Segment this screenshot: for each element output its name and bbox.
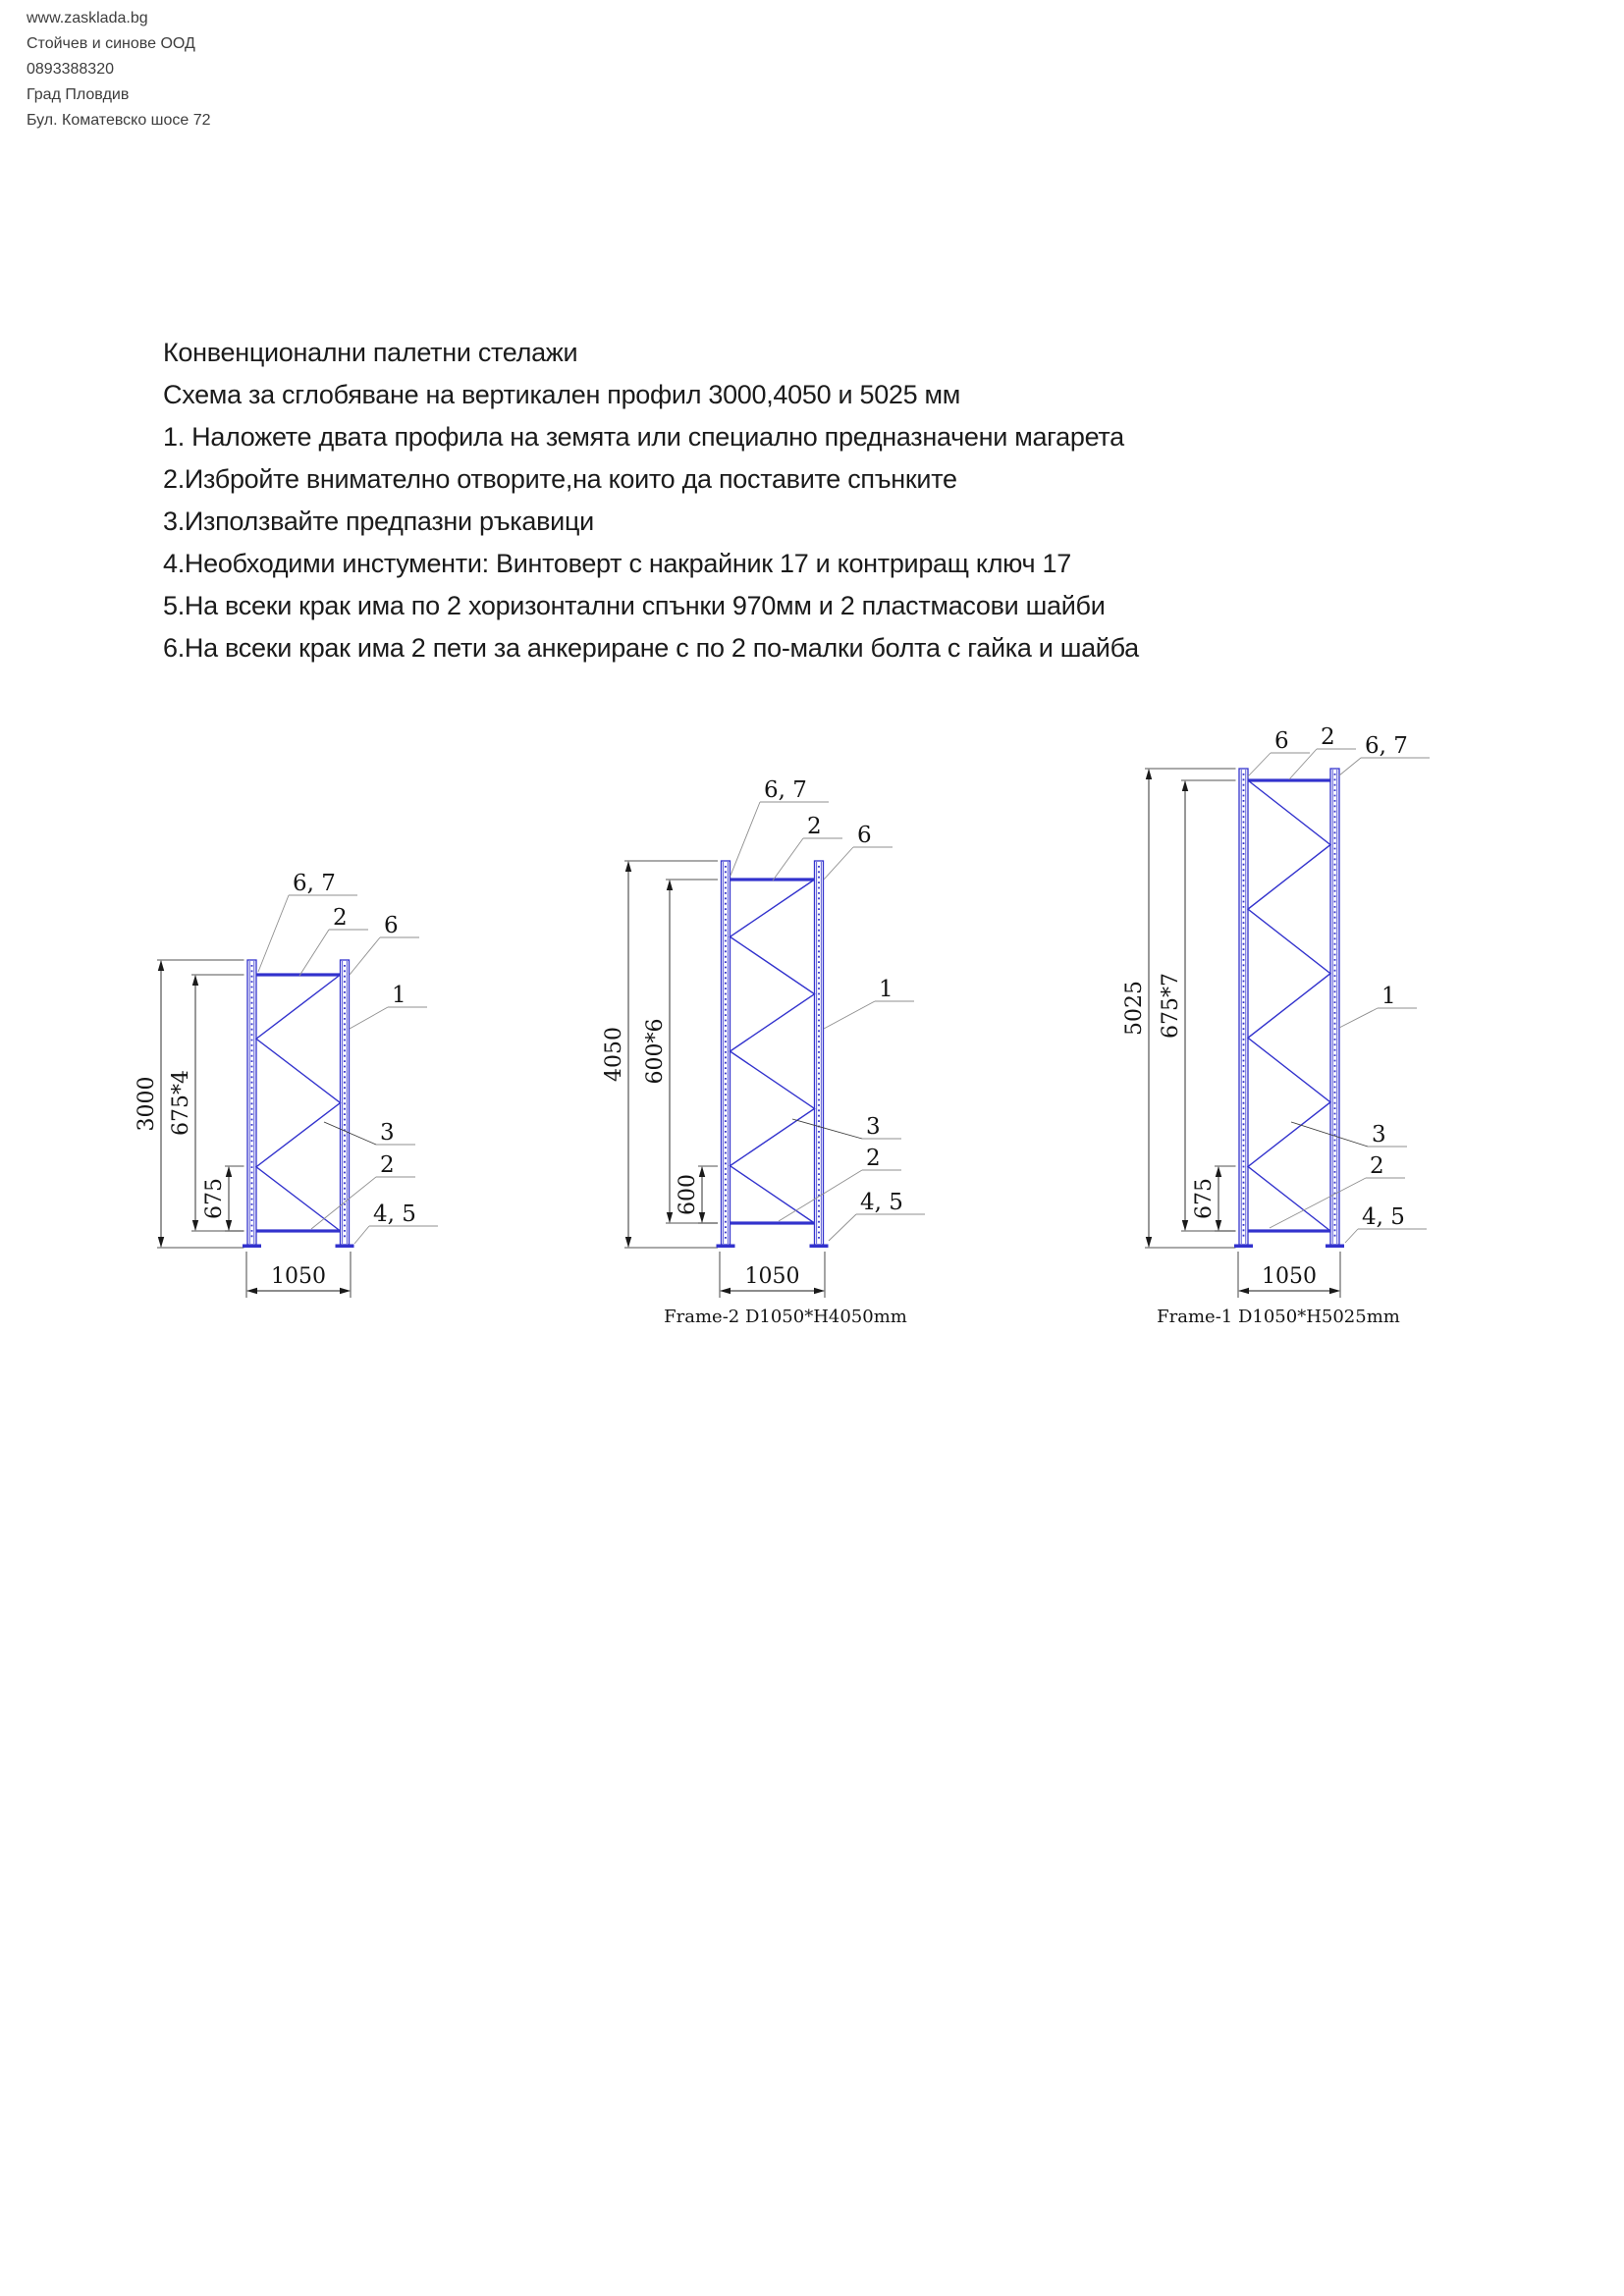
- base-foot-plate: [243, 1245, 261, 1249]
- horizontal-brace: [731, 878, 815, 881]
- diagonal-bracing: [1248, 780, 1330, 1231]
- part-label-1: [350, 983, 427, 1029]
- upright-column: [1234, 769, 1253, 1248]
- svg-text:2: 2: [333, 905, 348, 931]
- horizontal-brace: [1248, 1229, 1330, 1232]
- horizontal-brace: [256, 973, 341, 976]
- instruction-line: 1. Наложете двата профила на земята или специално предназначени магарета: [163, 422, 1124, 452]
- svg-text:4, 5: 4, 5: [1362, 1204, 1405, 1230]
- company-header-line: Бул. Коматевско шосе 72: [27, 112, 211, 129]
- svg-text:1050: 1050: [744, 1264, 800, 1289]
- instruction-line: 5.На всеки крак има по 2 хоризонтални спънки 970мм и 2 пластмасови шайби: [163, 591, 1106, 620]
- frame-caption: Frame-1 D1050*H5025mm: [1157, 1307, 1400, 1327]
- svg-text:1050: 1050: [271, 1264, 326, 1289]
- horizontal-brace: [731, 1221, 815, 1224]
- instruction-line: Схема за сглобяване на вертикален профил 3000,4050 и 5025 мм: [163, 380, 961, 409]
- svg-text:3: 3: [1372, 1122, 1386, 1148]
- svg-text:6, 7: 6, 7: [1365, 733, 1408, 759]
- upright-column: [810, 861, 829, 1248]
- part-label-3: [792, 1114, 901, 1140]
- instruction-line: 4.Необходими инстументи: Винтоверт с накрайник 17 и контриращ ключ 17: [163, 549, 1071, 578]
- dimension-600*6: [643, 880, 718, 1223]
- dimension-width: [1238, 1252, 1340, 1298]
- svg-text:6, 7: 6, 7: [293, 871, 336, 896]
- part-label-4-5: [829, 1190, 925, 1241]
- frame-caption: Frame-2 D1050*H4050mm: [664, 1307, 907, 1327]
- company-header-line: Стойчев и синове ООД: [27, 35, 195, 52]
- svg-text:4, 5: 4, 5: [373, 1201, 416, 1227]
- company-header-line: 0893388320: [27, 61, 114, 78]
- diagonal-bracing: [731, 880, 815, 1223]
- svg-text:4050: 4050: [602, 1027, 626, 1082]
- part-label-4-5: [354, 1201, 438, 1244]
- dimension-width: [720, 1252, 825, 1298]
- instruction-line: 6.На всеки крак има 2 пети за анкериране с по 2 по-малки болта с гайка и шайба: [163, 633, 1139, 663]
- base-foot-plate: [1234, 1245, 1253, 1249]
- part-label-6: [1248, 728, 1310, 776]
- dimension-600: [676, 1166, 718, 1223]
- svg-text:6: 6: [384, 913, 399, 938]
- svg-text:6, 7: 6, 7: [764, 777, 807, 803]
- part-label-1: [1339, 984, 1417, 1028]
- dimension-675: [1192, 1166, 1236, 1231]
- frame-diagram-3000: [135, 871, 438, 1298]
- svg-text:6: 6: [857, 823, 872, 848]
- svg-text:675: 675: [202, 1178, 227, 1219]
- upright-column: [1326, 769, 1344, 1248]
- svg-text:600*6: 600*6: [643, 1018, 668, 1085]
- svg-text:6: 6: [1274, 728, 1289, 754]
- part-label-6-7: [1339, 733, 1430, 775]
- svg-text:675*4: 675*4: [169, 1070, 193, 1136]
- part-label-6: [350, 913, 419, 975]
- instruction-line: 3.Използвайте предпазни ръкавици: [163, 507, 594, 536]
- part-label-1: [824, 977, 914, 1029]
- upright-column: [243, 960, 261, 1248]
- part-label-3: [1291, 1122, 1407, 1148]
- part-label-4-5: [1345, 1204, 1427, 1243]
- instruction-line: Конвенционални палетни стелажи: [163, 338, 578, 367]
- svg-text:2: 2: [380, 1152, 395, 1178]
- company-header-line: Град Пловдив: [27, 86, 130, 103]
- base-foot-plate: [717, 1245, 735, 1249]
- base-foot-plate: [1326, 1245, 1344, 1249]
- base-foot-plate: [810, 1245, 829, 1249]
- part-label-2: [1289, 724, 1356, 779]
- diagonal-bracing: [256, 975, 341, 1231]
- base-foot-plate: [336, 1245, 354, 1249]
- svg-text:4, 5: 4, 5: [860, 1190, 903, 1215]
- dimension-675*7: [1159, 780, 1236, 1231]
- svg-text:3: 3: [380, 1120, 395, 1146]
- svg-text:1: 1: [879, 977, 893, 1002]
- dimension-675: [202, 1166, 244, 1231]
- svg-text:2: 2: [866, 1146, 881, 1171]
- frame-diagram-5025: [1122, 724, 1430, 1327]
- frame-diagram-4050: [602, 777, 925, 1327]
- svg-text:2: 2: [1321, 724, 1335, 750]
- svg-text:2: 2: [807, 814, 822, 839]
- svg-text:3000: 3000: [135, 1076, 159, 1132]
- svg-text:675: 675: [1192, 1178, 1217, 1219]
- svg-text:1: 1: [392, 983, 406, 1008]
- svg-text:600: 600: [676, 1174, 700, 1215]
- svg-text:675*7: 675*7: [1159, 973, 1183, 1039]
- svg-text:3: 3: [866, 1114, 881, 1140]
- instruction-line: 2.Избройте внимателно отворите,на които да поставите спънките: [163, 464, 957, 494]
- dimension-width: [246, 1252, 351, 1298]
- svg-text:1: 1: [1381, 984, 1396, 1009]
- upright-column: [717, 861, 735, 1248]
- svg-text:2: 2: [1370, 1153, 1384, 1179]
- part-label-6: [824, 823, 893, 880]
- svg-text:5025: 5025: [1122, 981, 1147, 1036]
- company-header-line: www.zasklada.bg: [27, 10, 148, 27]
- horizontal-brace: [256, 1229, 341, 1232]
- svg-text:1050: 1050: [1262, 1264, 1317, 1289]
- part-label-3: [324, 1120, 415, 1146]
